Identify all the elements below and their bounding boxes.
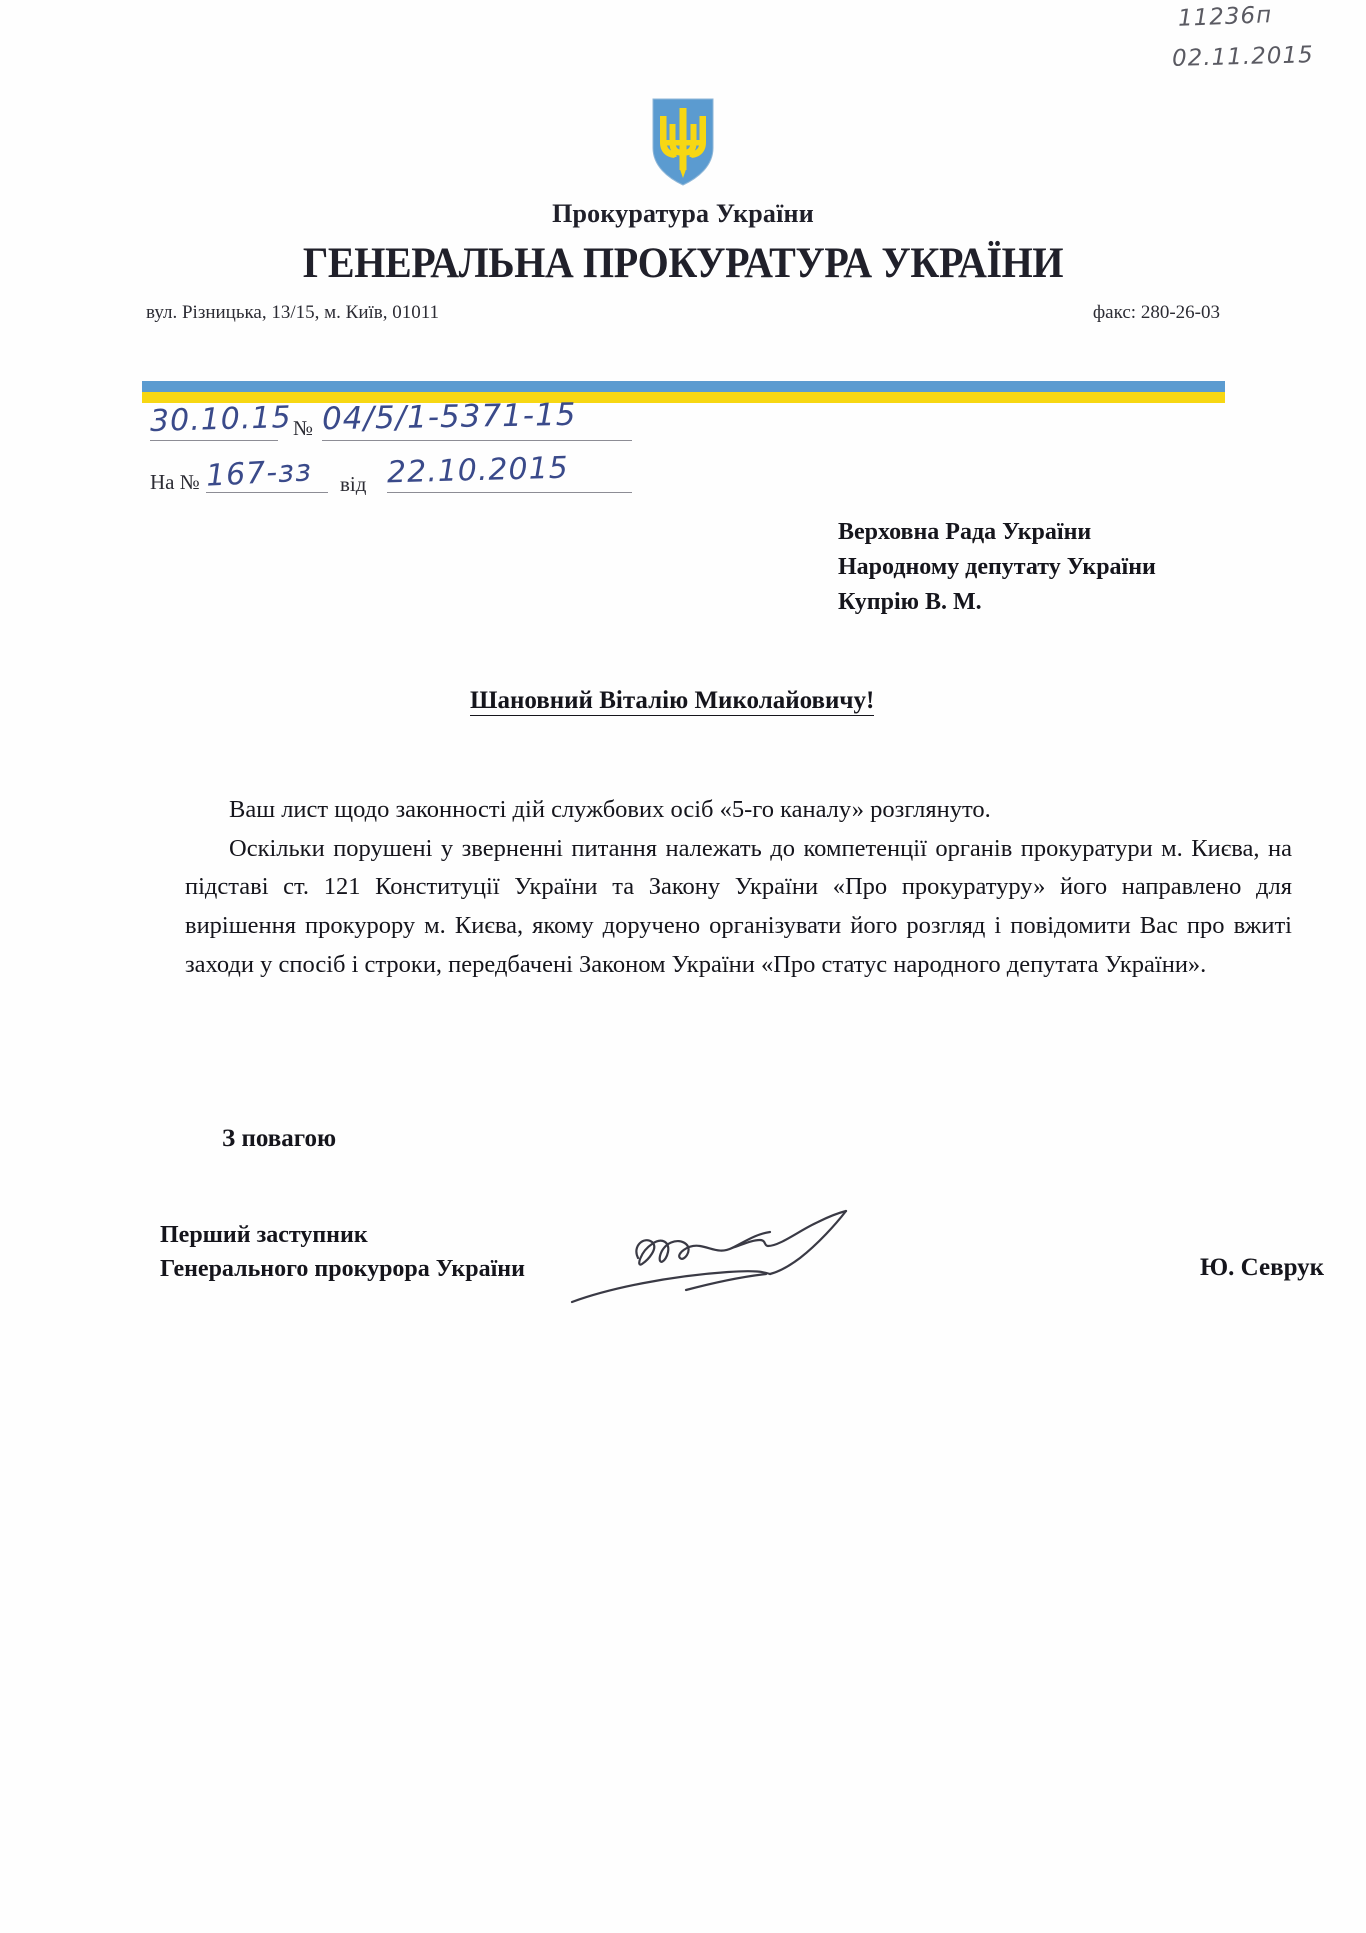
incoming-date-rule: [387, 492, 632, 493]
addressee-line-organization: Верховна Рада України: [838, 519, 1092, 545]
addressee-line-position: Народному депутату України: [838, 554, 1156, 581]
signatory-title-line-2: Генерального прокурора України: [160, 1256, 525, 1283]
closing-phrase: З повагою: [222, 1125, 337, 1152]
incoming-registration-number: 11236п: [1177, 2, 1273, 32]
salutation-text: Шановний Віталію Миколайовичу!: [470, 687, 875, 714]
body-paragraph-1: Ваш лист щодо законності дій службових осіб «5-го каналу» розглянуто.: [229, 796, 991, 823]
salutation: [470, 687, 874, 715]
outgoing-reference-row: [149, 396, 710, 452]
addressee-line-name: Купрію В. М.: [838, 589, 982, 616]
signatory-title: [160, 1218, 525, 1286]
incoming-registration-date: 02.11.2015: [1171, 42, 1315, 72]
incoming-reference-row: [150, 450, 710, 502]
outgoing-number-handwritten: 04/5/1-5371-15: [321, 396, 577, 438]
organization-title: ГЕНЕРАЛЬНА ПРОКУРАТУРА УКРАЇНИ: [302, 240, 1064, 287]
signatory-title-line-1: Перший заступник: [160, 1222, 368, 1248]
signature-block: [160, 1218, 1325, 1286]
outgoing-date-handwritten: 30.10.15: [149, 400, 293, 439]
outgoing-date-rule: [150, 440, 278, 441]
signatory-name: Ю. Севрук: [1200, 1254, 1325, 1281]
reference-block: [149, 396, 710, 502]
incoming-date-label: від: [340, 472, 367, 496]
incoming-number-label: На №: [150, 470, 200, 494]
flag-stripe-blue: [142, 381, 1225, 392]
letter-body: [185, 791, 1292, 985]
outgoing-number-label: №: [293, 416, 314, 440]
handwritten-signature: [560, 1196, 940, 1316]
outgoing-number-rule: [322, 440, 632, 441]
letterhead-fax: факс: 280-26-03: [1092, 302, 1220, 323]
addressee-block: [838, 515, 1156, 620]
letterhead-address: вул. Різницька, 13/15, м. Київ, 01011: [146, 302, 440, 323]
body-paragraph-2: Оскільки порушені у зверненні питання належать до компетенції органів прокуратури м. Києва, на підставі ст. 121 Конституції України та Закону України «Про прокуратуру» його направлено для вирішення прокурору м. Києва, якому доручено організувати його розгляд і повідомити Вас про вжиті заходи у спосіб і строки, передбачені Законом України «Про статус народного депутата України».: [185, 834, 1292, 978]
organization-subtitle: Прокуратура України: [552, 199, 814, 228]
letterhead-contact-row: [146, 302, 1220, 324]
incoming-number-handwritten: 167-зз: [205, 453, 313, 494]
letterhead: [0, 0, 1366, 324]
emblem-container: [0, 0, 1366, 191]
ukraine-flag-stripe: [142, 381, 1225, 403]
incoming-date-handwritten: 22.10.2015: [386, 450, 570, 491]
flag-stripe-yellow: [142, 392, 1225, 403]
ukraine-trident-coat-of-arms-icon: [652, 98, 714, 186]
